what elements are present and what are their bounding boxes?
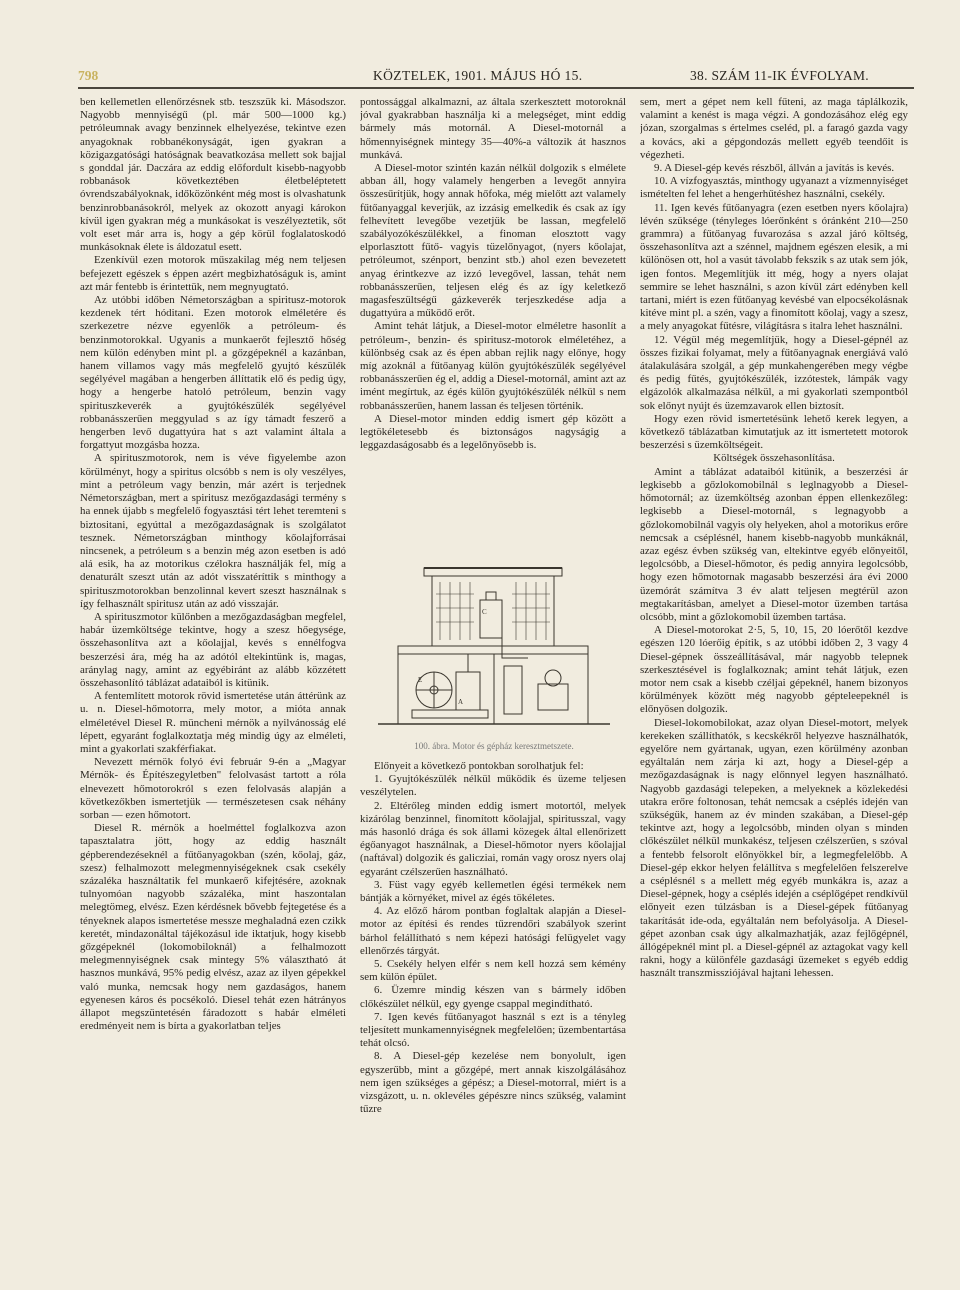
paragraph: 6. Üzemre mindig készen van s bármely időben clőkészület nélkül, egy gyenge csappal megindítható. xyxy=(360,984,626,1010)
paragraph: ben kellemetlen ellenőrzésnek stb. teszszük ki. Másodszor. Nagyobb mennyiségű (pl. már 500—1000 kg.) petróleumnak avagy benzinnek elhelyezése, tekintve ezen anyagoknak robbanékonyságát, igen gyakran a közigazgatósági hatóságnak beavatkozása mellett sok bajjal s gonddal jár. Daczára az eddig előfordult kisebb-nagyobb robbanások következtében életbeléptetett óvrendszabályoknak, időközönként még most is olvashatunk benzinrobbanásokról, melyek az okozott anyagi károkon kívül igen gyakran még a munkásokat is veszélyeztetik, sőt volt eset már arra is, hogy a gép körül foglalatoskodó munkásoknak élete is áldozatul esett. xyxy=(80,96,346,254)
paragraph: Az utóbbi időben Németországban a spiritusz-motorok kezdenek tért hóditani. Ezen motorok elméletére és szerkezetre nézve egyenlők a petróleum- és benzinmotorokkal. Ugyanis a munkaerőt fejlesztő hőség nem külön edényben mint pl. a gőzgépeknél a kazánban, hanem villamos vagy más megfelelő gyujtó készülék segélyével magában a hengerben állíttatik elő és pedig úgy, hogy a hengerbe hatoló petróleum, benzin vagy spirituszkeverék a gyujtókészülék segélyével robbanásszerűen meggyulad s az így támadt feszerő a hengerben levő dugattyúra hat s azt valamint általa a forgattyut mozgásba hozza. xyxy=(80,294,346,452)
header-rule xyxy=(78,87,914,89)
svg-text:C: C xyxy=(482,608,487,616)
column-2-bottom xyxy=(360,760,626,1240)
paragraph: 4. Az előző három pontban foglaltak alapján a Diesel-motor az építési és rendes tűzrendőri szabályok szerint bárhol felállítható s nem képezi hatósági felügyelet vagy ellenőrzés tárgyát. xyxy=(360,905,626,957)
section-heading: Költségek összehasonlítása. xyxy=(713,452,835,465)
paragraph: sem, mert a gépet nem kell fűteni, az maga táplálkozik, valamint a kenést is maga végzi. A gondozásához elég egy józan, szorgalmas s értelmes cseléd, pl. a faragó gazda vagy a kovács, aki a gépgondozás mellett egyéb teendőit is végezheti. xyxy=(640,96,908,161)
issue-info: 38. SZÁM 11-IK ÉVFOLYAM. xyxy=(690,68,869,83)
svg-text:E: E xyxy=(418,676,423,684)
paragraph: A spirituszmotorok, nem is véve figyelembe azon körülményt, hogy a spiritus olcsóbb s nem is oly veszélyes, mint a petróleum vagy benzin, már azért is terjednek Németországban, mert a spiritusz mezőgazdasági termény s ha ennek újabb s megfelelő fogyasztási tért lehet teremteni s biztositani, egyúttal a mezőgazdaságnak is szolgálatot tesznek. Németországban minthogy kőolajforrásai nincsenek, a petróleum s a benzin még azon esetben is adó alá esik, ha az motorikus czélokra használják fel, míg a denaturált szeszt után az adót visszatéríttik s minthogy a spirituszmotorokban benzolinnal kevert szeszt használnak s így felhasznált spiritusz után az adó visszajár. xyxy=(80,452,346,610)
paragraph: Ezenkívül ezen motorok műszakilag még nem teljesen befejezett egészek s éppen azért megbizhatóságuk is, amint azt már fentebb is érintettük, nem megnyugtató. xyxy=(80,254,346,293)
paragraph: Amint a táblázat adataiból kitünik, a beszerzési ár legkisebb a gőzlokomobilnál s leglnagyobb a Diesel-hőmotornál; az üzemköltség azonban éppen ellenkezőleg: legkisebb a Diesel-motornál, s legnagyobb a gőzlokomobilnál vagyis oly helyeken, ahol a motorikus erőre nemcsak a cséplésnél, hanem kisebb-nagyobb munkáknál, azaz egész évben szükség van, eltekintve egyéb előnyeitől, legolcsóbb, a Diesel-hőmotor, és pedig annyira legolcsóbb, hogy ezen hőmotornak magasabb beszerzési ára évi 2000 üzemórát számítva 3 év alatt teljesen megtérül azon megtakarításban, amelyet a Diesel-motor üzemben tartása olcsóbb, mint a gőzlokomobil üzemben tartása. xyxy=(640,465,908,623)
paragraph: A Diesel-motor szintén kazán nélkül dolgozik s elmélete abban áll, hogy valamely hengerben a levegőt annyira összesűrítjük, hogy annak hőfoka, még mielőtt azt valamely fűtőanyaggal keverjük, az izzásig emelkedik és csak az így felhevített levegőbe vezetjük be lassan, megfelelő szabályozókészülékkel, a finoman elosztott vagy elporlasztott fűtő- vagyis tüzelőnyagot, (nyers kőolajat, petróleumot, szénport, benzint stb.) ahol ezen bevezetett anyag érintkezve az izzó levegővel, lassan, tehát nem robbanásszerűen, teljesen elég és az így keletkező magasfeszültségű gázkeverék terjeszkedése adja a dugattyúra a működő erőt. xyxy=(360,162,626,320)
paragraph: 1. Gyujtókészülék nélkül működik és üzeme teljesen veszélytelen. xyxy=(360,773,626,799)
paragraph: 7. Igen kevés fűtőanyagot használ s ezt is a tényleg teljesített munkamennyiségnek megfelelően; üzembentartása tehát olcsó. xyxy=(360,1010,626,1050)
engine-house-figure xyxy=(378,554,610,752)
paragraph: Előnyeit a következő pontokban sorolhatjuk fel: xyxy=(374,760,584,772)
paragraph: A fentemlített motorok rövid ismertetése után áttérünk az u. n. Diesel-hőmotorra, mely motor, a mióta annak elméletével Diesel R. müncheni mérnök a nyilvánosság elé lépett, egyaránt foglalkoztatja még mindig úgy az elméleti, mint a gyakorlati szakférfiakat. xyxy=(80,690,346,755)
engine-house-drawing xyxy=(378,554,610,740)
publication-date: KÖZTELEK, 1901. MÁJUS HÓ 15. xyxy=(373,68,583,83)
svg-text:A: A xyxy=(458,698,464,706)
paragraph: A spirituszmotor külőnben a mezőgazdaságban megfelel, habár üzemköltsége tekintve, hogy a szesz hőegysége, összehasonlítva azt a kőolajjal, kevés s ennélfogva beszerzési ára, még ha az adótól eltekintünk is, magas, aránylag nagy, amint az egyébiránt az alább közzétett összehasonlító táblázat adataiból is kitünik. xyxy=(80,610,346,689)
paragraph: Nevezett mérnök folyó évi február 9-én a „Magyar Mérnök- és Építészegyletben" felolvasást tartott a róla elnevezett hőmotorokról s ezen felolvasás alapján a következőkben ismertetjük — természetesen csak néhány sorban — ezen hőmotort. xyxy=(80,756,346,821)
paragraph: A Diesel-motorokat 2·5, 5, 10, 15, 20 lóerőtől kezdve egészen 120 lóerőig építik, s az utóbbi időben 2, 3 vagy 4 Diesel-gépnek összeállításával, már nagyobb telepnek szerkesztésével is foglalkoznak; amint tehát látjuk, ezen motor nem csak a kisebb czéljai gépeknél, hanem bizonyos körülmények között még nagyobb gépteleepeknél is előnyösen dolgozik. xyxy=(640,624,908,716)
paragraph: 12. Végül még megemlítjük, hogy a Diesel-gépnél az összes fizikai folyamat, mely a fűtőanyagnak energiává való átalakulására szolgál, a gép munkahengerében megy végbe és pedig fűtés, gyujtókészülék, izzótestek, lámpák vagy elgázolók alkalmazása nélkül, a mi gyakorlati szempontból sok előnyt nyújt és üzemzavarok ellen biztosít. xyxy=(640,333,908,412)
paragraph: pontossággal alkalmazni, az általa szerkesztett motoroknál jóval gyakrabban használja ki a melegséget, mint eddig bármely más motornál. A Diesel-motornál a hőmennyiségnek mintegy 35—40%-a változik át hasznos munkává. xyxy=(360,96,626,161)
paragraph: A Diesel-motor minden eddig ismert gép között a legtökéletesebb és biztonságos nagyságig a leggazdaságosabb és a legelőnyösebb is. xyxy=(360,412,626,452)
paragraph: 9. A Diesel-gép kevés részből, állván a javítás is kevés. xyxy=(654,162,895,175)
paragraph: Diesel R. mérnök a hoelméttel foglalkozva azon tapasztalatra jött, hogy az eddig használt gépberendezéseknél a fűtőanyagokban (szén, kőolaj, gáz, szesz) felhalmozott melegmennyiségeknek csak csekély százaléka használtatik fel munkaerő kifejtésére, azoknak tulnyomóan nagyobb százaléka, mint haszontalan melegtömeg, elvész. Ezen kérdésnek bővebb fejtegetése és a tényeknek alapos ismertetése messze meghaladná ezen czikk keretét, mindazonáltal tájékozásul ide iktatjuk, hogy kisebb gőzgépeknél (lokomobiloknál) a felhalmozott melegmennyiségnek csak mintegy 5% választható át hasznos munkává, 95% pedig elvész, azaz az ilyen gépekkel való munka, nemcsak hogy nem gazdaságos, hanem egyenesen káros és pocsékoló. Diesel tehát ezen hátrányos állapot megszüntetésén fáradozott s habár elméleti eredményeit nem is bírta a gyakorlatban teljes xyxy=(80,822,346,1033)
paragraph: Hogy ezen rövid ismertetésünk lehető kerek legyen, a következő táblázatban kimutatjuk az itt ismertetett motorok beszerzési s üzemköltségeit. xyxy=(640,412,908,452)
page-header xyxy=(78,66,914,86)
figure-caption: 100. ábra. Motor és gépház keresztmetszete. xyxy=(414,741,574,751)
column-1 xyxy=(80,96,346,1236)
paragraph: Amint tehát látjuk, a Diesel-motor elméletre hasonlít a petróleum-, benzin- és spiritusz-motorok elméletéhez, a különbség csak az és épen abban rejlik nagy előnye, hogy míg azoknál a fűtőanyag külön gyujtókészülék segélyével robbanásszerűen ég el, addig a Diesel-motornál, amint azt az imént megírtuk, az égés külön gyujtókészülék nélkül s nem robbanásszerűen, hanem lassan és teljesen történik. xyxy=(360,320,626,412)
paragraph: 8. A Diesel-gép kezelése nem bonyolult, igen egyszerűbb, mint a gőzgépé, mert annak kiszolgálásához nem igen szükséges a gépész; a Diesel-motorral, miért is a vizsgázott, u. n. oklevéles gépészre nincs szükség, valamint tűzre xyxy=(360,1050,626,1116)
paragraph: Diesel-lokomobilokat, azaz olyan Diesel-motort, melyek kerekeken szállíthatók, s kecskékről helyezve használhatók, egyelőre nem gyártanak, ugyan, ezen körülmény azonban egyáltalán nem zárja ki azt, hogy a Diesel-gép a mezőgazdaságnak is nagy előnnyel legyen használható. Nagyobb gazdasági telepeken, a melyeknek a közlekedési utakra erőre foltonosan, tehát nemcsak a cséplés idején van szükségük, hanem az év minden szakában, a Diesel-gép tekintve azt, hogy a legolcsóbb, minden olyan s minden clőkészület nélkül munkakész, teljesen czélszerűen, s szóval a fentebb felsorolt előnyökkel bír, a legmegfelelőbb. A Diesel-gép ekkor helyen felállítva s megfelelően felszerelve a cséplésnél s a mellett még egyéb munkákra is, azaz a Diesel-gépnek, hogy a cséplés idején a cséplőgépet rendkívül előnyeit ezen túlzásban is a Diesel-gépek fűtőanyag takarítását ide-oda, egyáltalán nem befolyásolja. A Diesel-gépet azonban csak úgy alkalmazhatják, azaz fejlőgépnél, állógépeknél mint pl. a Diesel-gépnél az aztagokat vagy kell rakni, hogy a különféle gazdasági üzemeket s egyéb eddig használt transzmissziójával hajtani lehessen. xyxy=(640,716,908,980)
column-2 xyxy=(360,96,626,1236)
paragraph: 11. Igen kevés fűtőanyagra (ezen esetben nyers kőolajra) lévén szüksége (tényleges lóerőnként s óránként 210—250 grammra) a fűtőanyag fuvarozása s azzal járó költség, összehasonlítva azt a szénnel, majdnem egészen elesik, a mi különösen ott, hol a vasút távolabb fekszik s az utak sem jók, igen fontos. Megemlítjük itt még, hogy a nyers olajat semmire se lehet használni, s azon kívül zárt edényben kell tartani, miért is ezen fűtőanyag kevésbé van elpocsékolásnak kitéve mint pl. a szén, vagy a finomított kőolaj, vagy a szesz, a mely anyagokat fűtésre, világításra s italra lehet használni. xyxy=(640,201,908,333)
paragraph: 10. A vízfogyasztás, minthogy ugyanazt a vízmennyiséget ismételten fel lehet a hengerhűtéshez használni, csekély. xyxy=(640,175,908,201)
paragraph: 3. Füst vagy egyéb kellemetlen égési termékek nem bántják a környéket, mivel az égés tökéletes. xyxy=(360,878,626,905)
column-3 xyxy=(640,96,908,1236)
column-2-top xyxy=(360,96,626,546)
page-number: 798 xyxy=(78,68,99,83)
paragraph: 2. Eltérőleg minden eddig ismert motortól, melyek kizárólag benzinnel, finomított kőolajjal, spiritusszal, vagy más hasonló drága és sok állami közegek által ellenőrizett égőanyagot használnak, a Diesel-hőmotor nyers kőolajjal (naftával) dolgozik és galicziai, román vagy orosz nyers olaj egyaránt czélszerűen használható. xyxy=(360,799,626,878)
paragraph: 5. Csekély helyen elfér s nem kell hozzá sem kémény sem külön épület. xyxy=(360,958,626,984)
